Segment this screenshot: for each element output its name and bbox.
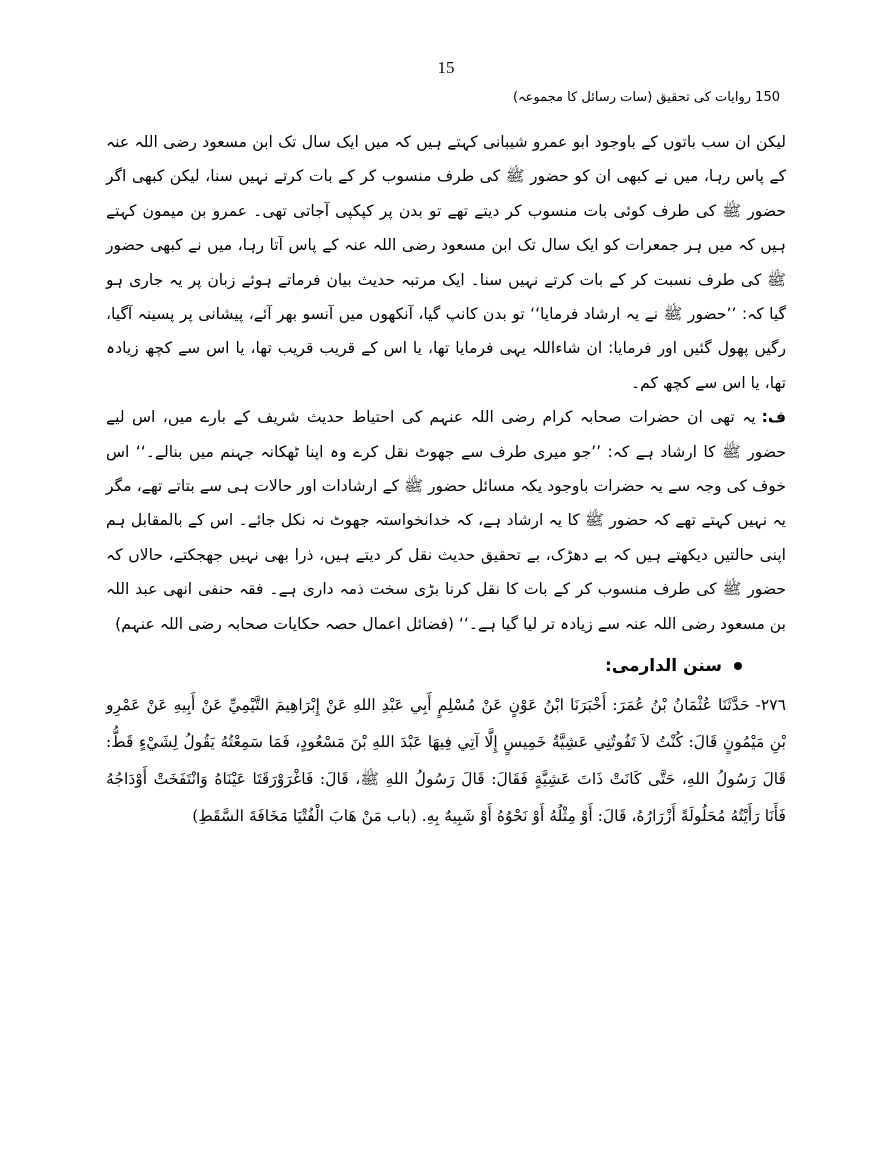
note-text: یہ تھی ان حضرات صحابہ کرام رضی اللہ عنہم کی احتیاط حدیث شریف کے بارے میں، اس لیے حضور ﷺ کا ارشاد ہے کہ: ’’جو میری طرف سے جھوٹ نقل کرے وہ اپنا ٹھکانہ جہنم میں بنالے۔‘‘ اس خوف کی وجہ سے یہ حضرات باوجود یکہ مسائل حضور ﷺ کے ارشادات اور حالات ہی سے بتاتے تھے، مگر یہ نہیں کہتے تھے کہ حضور ﷺ کا یہ ارشاد ہے، کہ خدانخواستہ جھوٹ نہ نکل جائے۔ اس کے بالمقابل ہم اپنی حالتیں دیکھتے ہیں کہ بے دھڑک، بے تحقیق حدیث نقل کر دیتے ہیں، ذرا بھی نہیں جھجکتے، حالاں کہ حضور ﷺ کی طرف منسوب کر کے بات کا نقل کرنا بڑی سخت ذمہ داری ہے۔ فقہ حنفی انھی عبد اللہ بن مسعود رضی اللہ عنہ سے زیادہ تر لیا گیا ہے۔‘‘ (فضائل اعمال حصہ حکایات صحابہ رضی اللہ عنہم) <box>106 408 786 633</box>
source-heading <box>106 649 742 683</box>
body-text <box>106 125 786 835</box>
bullet-icon <box>734 662 742 670</box>
page-number: 15 <box>437 58 455 77</box>
note-label: ف: <box>761 408 786 427</box>
running-header: 150 روایات کی تحقیق (سات رسائل کا مجموعہ) <box>512 90 780 105</box>
paragraph: لیکن ان سب باتوں کے باوجود ابو عمرو شیبانی کہتے ہیں کہ میں ایک سال تک ابن مسعود رضی اللہ عنہ کے پاس رہا، میں نے کبھی ان کو حضور ﷺ کی طرف منسوب کر کے بات کرتے نہیں سنا، لیکن کبھی اگر حضور ﷺ کی طرف کوئی بات منسوب کر دیتے تھے تو بدن پر کپکپی آجاتی تھی۔ عمرو بن میمون کہتے ہیں کہ میں ہر جمعرات کو ایک سال تک ابن مسعود رضی اللہ عنہ کے پاس آتا رہا، میں نے کبھی حضور ﷺ کی طرف نسبت کر کے بات کرتے نہیں سنا۔ ایک مرتبہ حدیث بیان فرماتے ہوئے زبان پر یہ جاری ہو گیا کہ: ’’حضور ﷺ نے یہ ارشاد فرمایا‘‘ تو بدن کانپ گیا، آنکھوں میں آنسو بھر آئے، پیشانی پر پسینہ آگیا، رگیں پھول گئیں اور فرمایا: ان شاءاللہ یہی فرمایا تھا، یا اس کے قریب قریب تھا، یا اس سے کچھ زیادہ تھا، یا اس سے کچھ کم۔ <box>106 133 786 392</box>
arabic-hadith: ٢٧٦- حَدَّثَنَا عُثْمَانُ بْنُ عُمَرَ: أَخْبَرَنَا ابْنُ عَوْنٍ عَنْ مُسْلِمٍ أَبِي عَبْدِ اللهِ عَنْ إِبْرَاهِيمَ التَّيْمِيِّ عَنْ أَبِيهِ عَنْ عَمْرِو بْنِ مَيْمُونٍ قَالَ: كُنْتُ لاَ تَفُوتُنِي عَشِيَّةُ خَمِيسٍ إِلَّا آتِي فِيهَا عَبْدَ اللهِ بْنَ مَسْعُودٍ، فَمَا سَمِعْتُهُ يَقُولُ لِشَيْءٍ قَطُّ: قَالَ رَسُولُ اللهِ، حَتَّى كَانَتْ ذَاتَ عَشِيَّةٍ فَقَالَ: قَالَ رَسُولُ اللهِ ﷺ، قَالَ: فَاغْرَوْرَقَتَا عَيْنَاهُ وَانْتَفَخَتْ أَوْدَاجُهُ فَأَنَا رَأَيْتُهُ مُحَلُولَةً أَزْرَارُهُ، قَالَ: أَوْ مِثْلُهُ أَوْ نَحْوُهُ أَوْ شَبِيهٌ بِهِ. (باب مَنْ هَابَ الْفُتْيَا مَخَافَةَ السَّقَطِ) <box>106 696 786 826</box>
source-heading-text: سنن الدارمی: <box>604 656 722 677</box>
note-paragraph <box>106 400 786 641</box>
